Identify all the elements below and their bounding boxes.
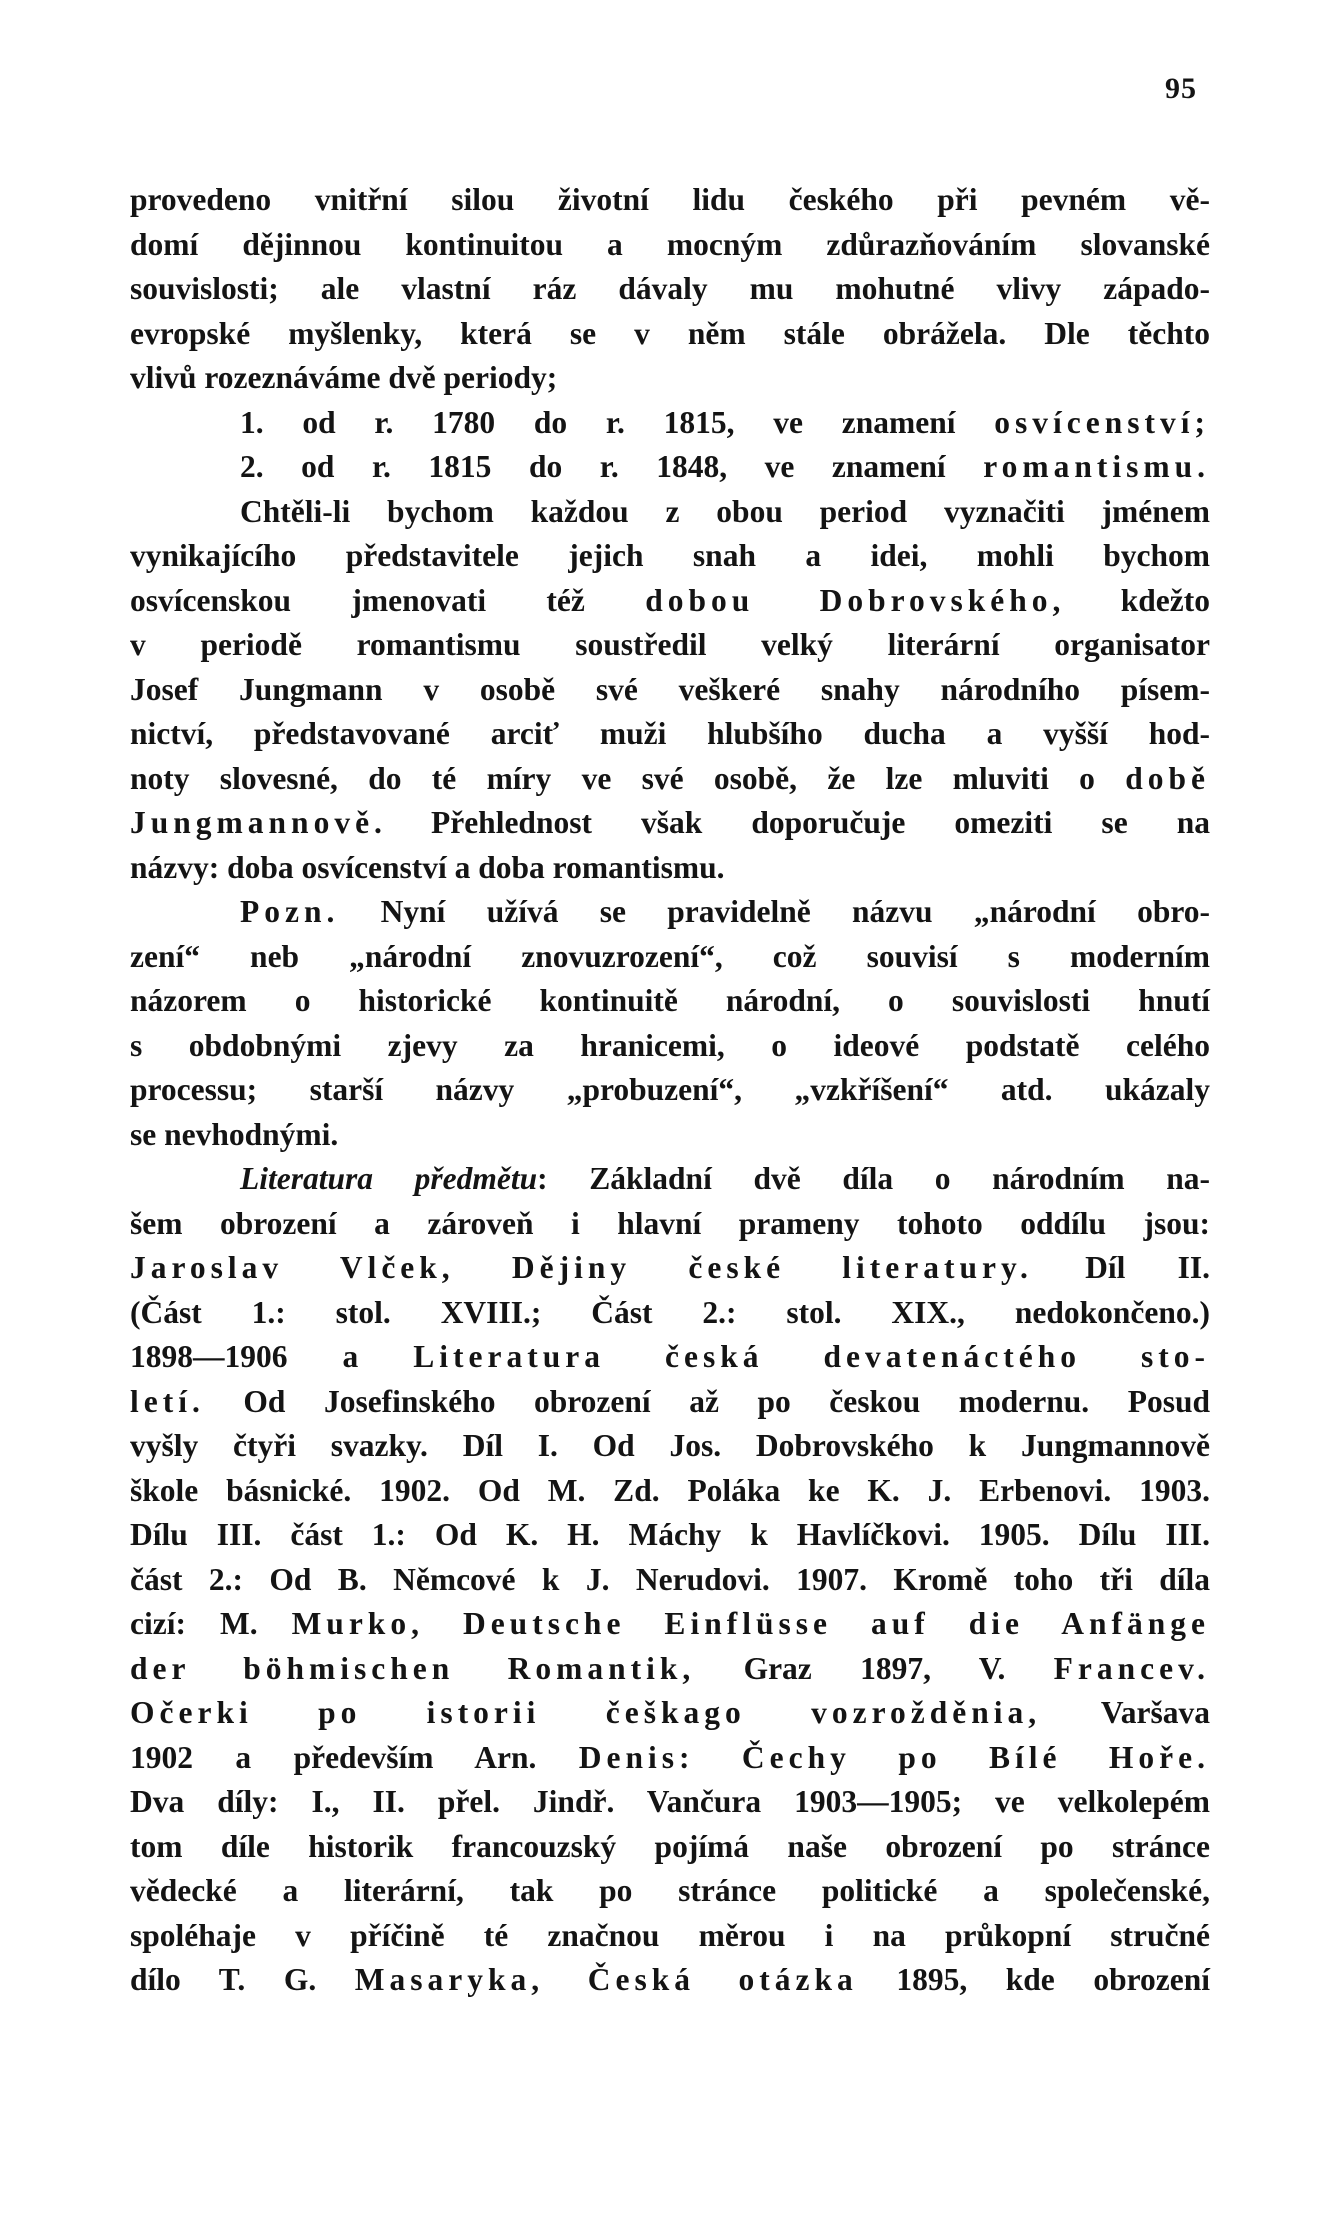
text-span: . Přehlednost však doporučuje omeziti se na <box>374 805 1210 840</box>
text-line: Chtěli-li bychom každou z obou period vyznačiti jménem <box>240 493 1210 529</box>
text-span: , kdežto <box>1052 582 1210 618</box>
text-line: Dílu III. část 1.: Od K. H. Máchy k Havlíčkovi. 1905. Dílu III. <box>130 1517 1210 1552</box>
text-span: 1902 a především Arn. <box>130 1739 579 1775</box>
spaced-text: Jungmannově <box>130 805 375 840</box>
text-span: 1895, kde obrození <box>857 1962 1210 1997</box>
body-text <box>130 178 1210 2003</box>
text-line <box>130 1691 1210 1736</box>
text-span: osvícenskou jmenovati též <box>130 582 646 618</box>
period-text: 2. od r. 1815 do r. 1848, ve znamení <box>240 449 984 484</box>
text-line: vyšly čtyři svazky. Díl I. Od Jos. Dobrovského k Jungmannově <box>130 1428 1210 1463</box>
period-name: romantismu. <box>983 449 1210 484</box>
note-line <box>130 890 1210 935</box>
text-line: evropské myšlenky, která se v něm stále obrážela. Dle těchto <box>130 315 1210 351</box>
period-name: osvícenství; <box>994 404 1210 440</box>
text-span: dílo T. G. <box>130 1962 355 1997</box>
text-line: spoléhaje v příčině té značnou měrou i na průkopní stručné <box>130 1917 1210 1953</box>
text-line <box>130 1246 1210 1291</box>
text-span: Graz 1897, V. <box>695 1650 1054 1686</box>
spaced-text: dobou Dobrovského <box>645 582 1053 618</box>
text-line: zení“ neb „národní znovuzrození“, což souvisí s moderním <box>130 938 1210 974</box>
text-line: se nevhodnými. <box>130 1116 339 1152</box>
text-line: vědecké a literární, tak po stránce politické a společenské, <box>130 1873 1210 1908</box>
text-span: Díl II. <box>1032 1250 1210 1285</box>
spaced-text: Francev. <box>1053 1650 1210 1686</box>
text-line: vlivů rozeznáváme dvě periody; <box>130 360 558 395</box>
text-span: noty slovesné, do té míry ve své osobě, že lze mluviti o <box>130 760 1126 796</box>
text-line: šem obrození a zároveň i hlavní prameny tohoto oddílu jsou: <box>130 1205 1210 1241</box>
text-line <box>130 1736 1210 1781</box>
text-line <box>130 1602 1210 1647</box>
text-line: názorem o historické kontinuitě národní, o souvislosti hnutí <box>130 983 1210 1018</box>
period-text: 1. od r. 1780 do r. 1815, ve znamení <box>240 404 995 440</box>
text-line: (Část 1.: stol. XVIII.; Část 2.: stol. XIX., nedokončeno.) <box>130 1294 1210 1330</box>
text-line <box>130 1380 1210 1425</box>
text-span: Nyní užívá se pravidelně názvu „národní obro- <box>339 894 1210 929</box>
literature-line <box>130 1157 1210 1202</box>
spaced-text: Očerki po istorii češkago vozrožděnia, <box>130 1695 1042 1730</box>
text-line <box>130 1958 1210 2003</box>
spaced-text: der böhmischen Romantik, <box>130 1650 696 1686</box>
text-line: Josef Jungmann v osobě své veškeré snahy národního písem- <box>130 671 1210 707</box>
text-line: provedeno vnitřní silou životní lidu českého při pevném vě- <box>130 182 1210 217</box>
text-line <box>130 579 1210 624</box>
text-line: s obdobnými zjevy za hranicemi, o ideové podstatě celého <box>130 1027 1210 1063</box>
text-line <box>130 801 1210 846</box>
text-line <box>130 1335 1210 1380</box>
spaced-text: Jaroslav Vlček, Dějiny české literatury. <box>130 1250 1033 1285</box>
text-line: vynikajícího představitele jejich snah a idei, mohli bychom <box>130 538 1210 573</box>
text-line <box>130 1647 1210 1692</box>
text-line: škole básnické. 1902. Od M. Zd. Poláka ke K. J. Erbenovi. 1903. <box>130 1472 1210 1508</box>
period-line <box>130 401 1210 446</box>
text-span: Varšava <box>1041 1695 1210 1730</box>
page-number: 95 <box>1165 72 1197 105</box>
text-span: 1898—1906 a <box>130 1339 414 1374</box>
spaced-text: Masaryka, Česká otázka <box>354 1962 858 1997</box>
text-span: cizí: M. <box>130 1606 292 1641</box>
text-line: v periodě romantismu soustředil velký literární organisator <box>130 627 1210 662</box>
spaced-text: Denis: Čechy po Bílé Hoře. <box>578 1739 1210 1775</box>
text-line: část 2.: Od B. Němcové k J. Nerudovi. 1907. Kromě toho tři díla <box>130 1561 1210 1597</box>
spaced-text: Literatura česká devatenáctého sto- <box>413 1339 1210 1374</box>
text-line: tom díle historik francouzský pojímá naše obrození po stránce <box>130 1828 1210 1864</box>
text-span: Od Josefinského obrození až po českou modernu. Posud <box>204 1383 1210 1419</box>
text-line: Dva díly: I., II. přel. Jindř. Vančura 1903—1905; ve velkolepém <box>130 1784 1210 1819</box>
text-span: : Základní dvě díla o národním na- <box>537 1161 1210 1196</box>
text-line: processu; starší názvy „probuzení“, „vzkříšení“ atd. ukázaly <box>130 1072 1210 1107</box>
text-line: nictví, představované arciť muži hlubšího ducha a vyšší hod- <box>130 716 1210 751</box>
literature-heading: Literatura předmětu <box>240 1161 538 1196</box>
text-line: názvy: doba osvícenství a doba romantismu. <box>130 849 725 885</box>
note-label: Pozn. <box>240 894 340 929</box>
text-line <box>130 757 1210 802</box>
spaced-text: době <box>1125 760 1210 796</box>
spaced-text: letí. <box>130 1383 205 1419</box>
period-line <box>130 445 1210 490</box>
text-line: domí dějinnou kontinuitou a mocným zdůrazňováním slovanské <box>130 226 1210 262</box>
text-line: souvislosti; ale vlastní ráz dávaly mu mohutné vlivy západo- <box>130 271 1210 306</box>
spaced-text: Murko, Deutsche Einflüsse auf die Anfänge <box>291 1606 1211 1641</box>
